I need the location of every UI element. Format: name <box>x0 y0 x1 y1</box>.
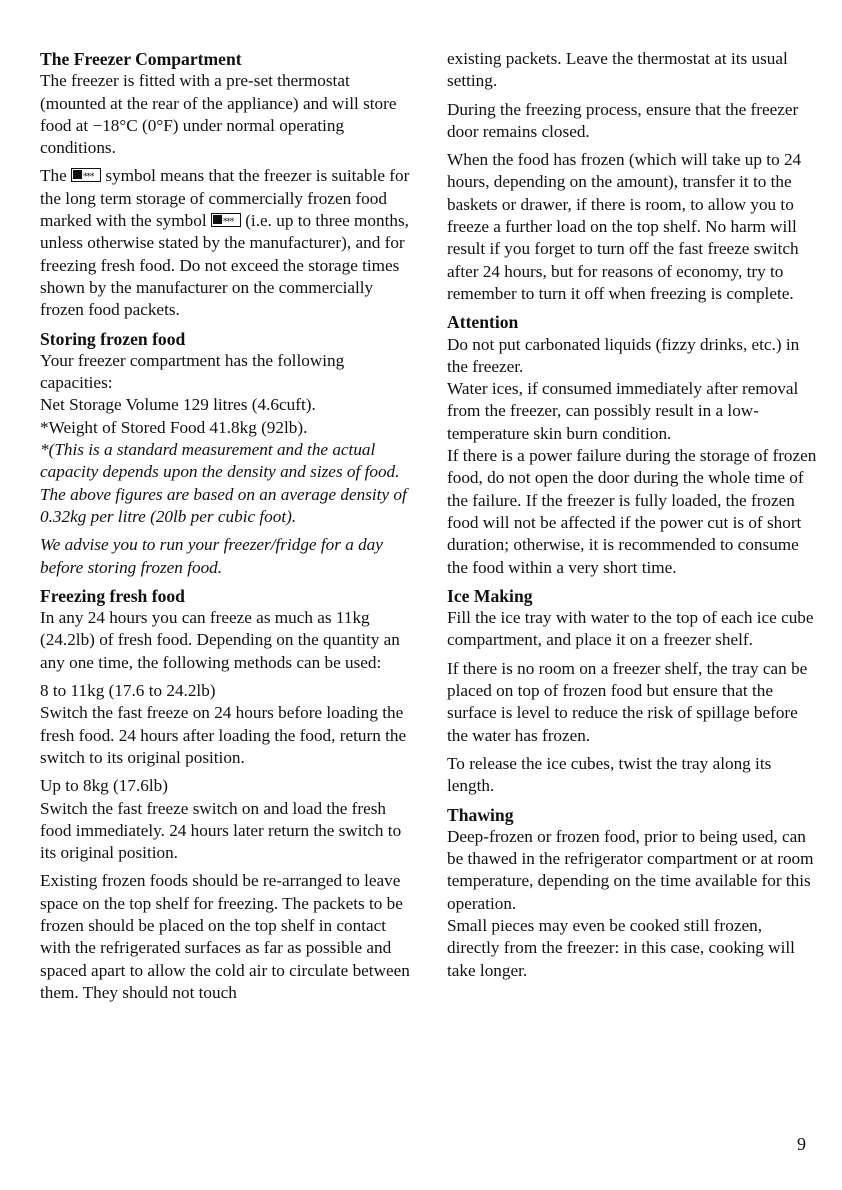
method-2-title: Up to 8kg (17.6lb) <box>40 776 168 796</box>
paragraph-water-ices: Water ices, if consumed immediately after removal from the freezer, can possibly result in a low-temperature skin burn condition. <box>447 379 799 443</box>
method-1-title: 8 to 11kg (17.6 to 24.2lb) <box>40 681 216 701</box>
right-column <box>447 48 817 982</box>
paragraph-rearrange: Existing frozen foods should be re-arranged to leave space on the top shelf for freezing. The packets to be frozen should be placed on the top shelf in contact with the refrigerated surfaces as far as possible and spaced apart to allow the cold air to circulate between them. They should not touch <box>40 871 410 1002</box>
paragraph-advice: We advise you to run your freezer/fridge for a day before storing frozen food. <box>40 535 383 577</box>
method-1-text: Switch the fast freeze on 24 hours before loading the fresh food. 24 hours after loading the food, return the switch to its original position. <box>40 703 407 767</box>
heading-ice-making: Ice Making <box>447 585 533 606</box>
method-2-text: Switch the fast freeze switch on and load the fresh food immediately. 24 hours later return the switch to its original position. <box>40 798 402 863</box>
paragraph-freeze-capacity: In any 24 hours you can freeze as much as 11kg (24.2lb) of fresh food. Depending on the quantity an any one time, the following methods can be used: <box>40 608 400 672</box>
page-number: 9 <box>797 1134 806 1154</box>
paragraph-door-closed: During the freezing process, ensure that the freezer door remains closed. <box>447 99 799 141</box>
paragraph-fill-tray: Fill the ice tray with water to the top of each ice cube compartment, and place it on a freezer shelf. <box>447 608 814 650</box>
paragraph-small-pieces: Small pieces may even be cooked still frozen, directly from the freezer: in this case, cooking will take longer. <box>447 915 795 980</box>
four-star-freezer-icon: *** <box>211 213 241 227</box>
heading-thawing: Thawing <box>447 804 514 825</box>
heading-freezer-compartment: The Freezer Compartment <box>40 49 242 69</box>
paragraph-existing-packets: existing packets. Leave the thermostat at its usual setting. <box>447 49 788 91</box>
four-star-freezer-icon: *** <box>71 168 101 182</box>
paragraph-symbol: The *** symbol means that the freezer is suitable for the long term storage of commercially frozen food marked with the symbol *** (i.e. up to three months, unless otherwise stated by the manufacturer), and for freezing fresh food. Do not exceed the storage times shown by the manufacturer on the commercially frozen food packets. <box>40 166 410 320</box>
heading-storing-frozen-food: Storing frozen food <box>40 328 186 349</box>
paragraph-release-cubes: To release the ice cubes, twist the tray along its length. <box>447 753 772 796</box>
heading-freezing-fresh-food: Freezing fresh food <box>40 585 185 606</box>
paragraph-carbonated: Do not put carbonated liquids (fizzy drinks, etc.) in the freezer. <box>447 334 800 376</box>
paragraph-when-frozen: When the food has frozen (which will take up to 24 hours, depending on the amount), transfer it to the baskets or drawer, if there is room, to allow you to freeze a further load on the top shelf. No harm will result if you forget to turn off the fast freeze switch after 24 hours, but for reasons of economy, try to remember to turn it off when freezing is complete. <box>447 150 802 303</box>
paragraph-thermostat: The freezer is fitted with a pre-set thermostat (mounted at the rear of the appliance) and will store food at −18°C (0°F) under normal operating conditions. <box>40 71 397 158</box>
weight-stored-food: *Weight of Stored Food 41.8kg (92lb). <box>40 417 308 437</box>
net-storage-volume: Net Storage Volume 129 litres (4.6cuft). <box>40 395 316 415</box>
paragraph-thaw: Deep-frozen or frozen food, prior to being used, can be thawed in the refrigerator compartment or at room temperature, depending on the time available for this operation. <box>447 826 814 913</box>
heading-attention: Attention <box>447 312 519 333</box>
paragraph-capacities: Your freezer compartment has the following capacities: <box>40 350 345 393</box>
paragraph-no-room: If there is no room on a freezer shelf, the tray can be placed on top of frozen food but ensure that the surface is level to reduce the risk of spillage before the water has frozen. <box>447 658 808 745</box>
left-column <box>40 48 410 1010</box>
paragraph-power-failure: If there is a power failure during the storage of frozen food, do not open the door during the whole time of the failure. If the freezer is fully loaded, the frozen food will not be affected if the power cut is of short duration; otherwise, it is recommended to consume the food within a very short time. <box>447 446 817 577</box>
paragraph-footnote: *(This is a standard measurement and the actual capacity depends upon the density and sizes of food. The above figures are based on an average density of 0.32kg per litre (20lb per cubic foot). <box>40 440 407 526</box>
